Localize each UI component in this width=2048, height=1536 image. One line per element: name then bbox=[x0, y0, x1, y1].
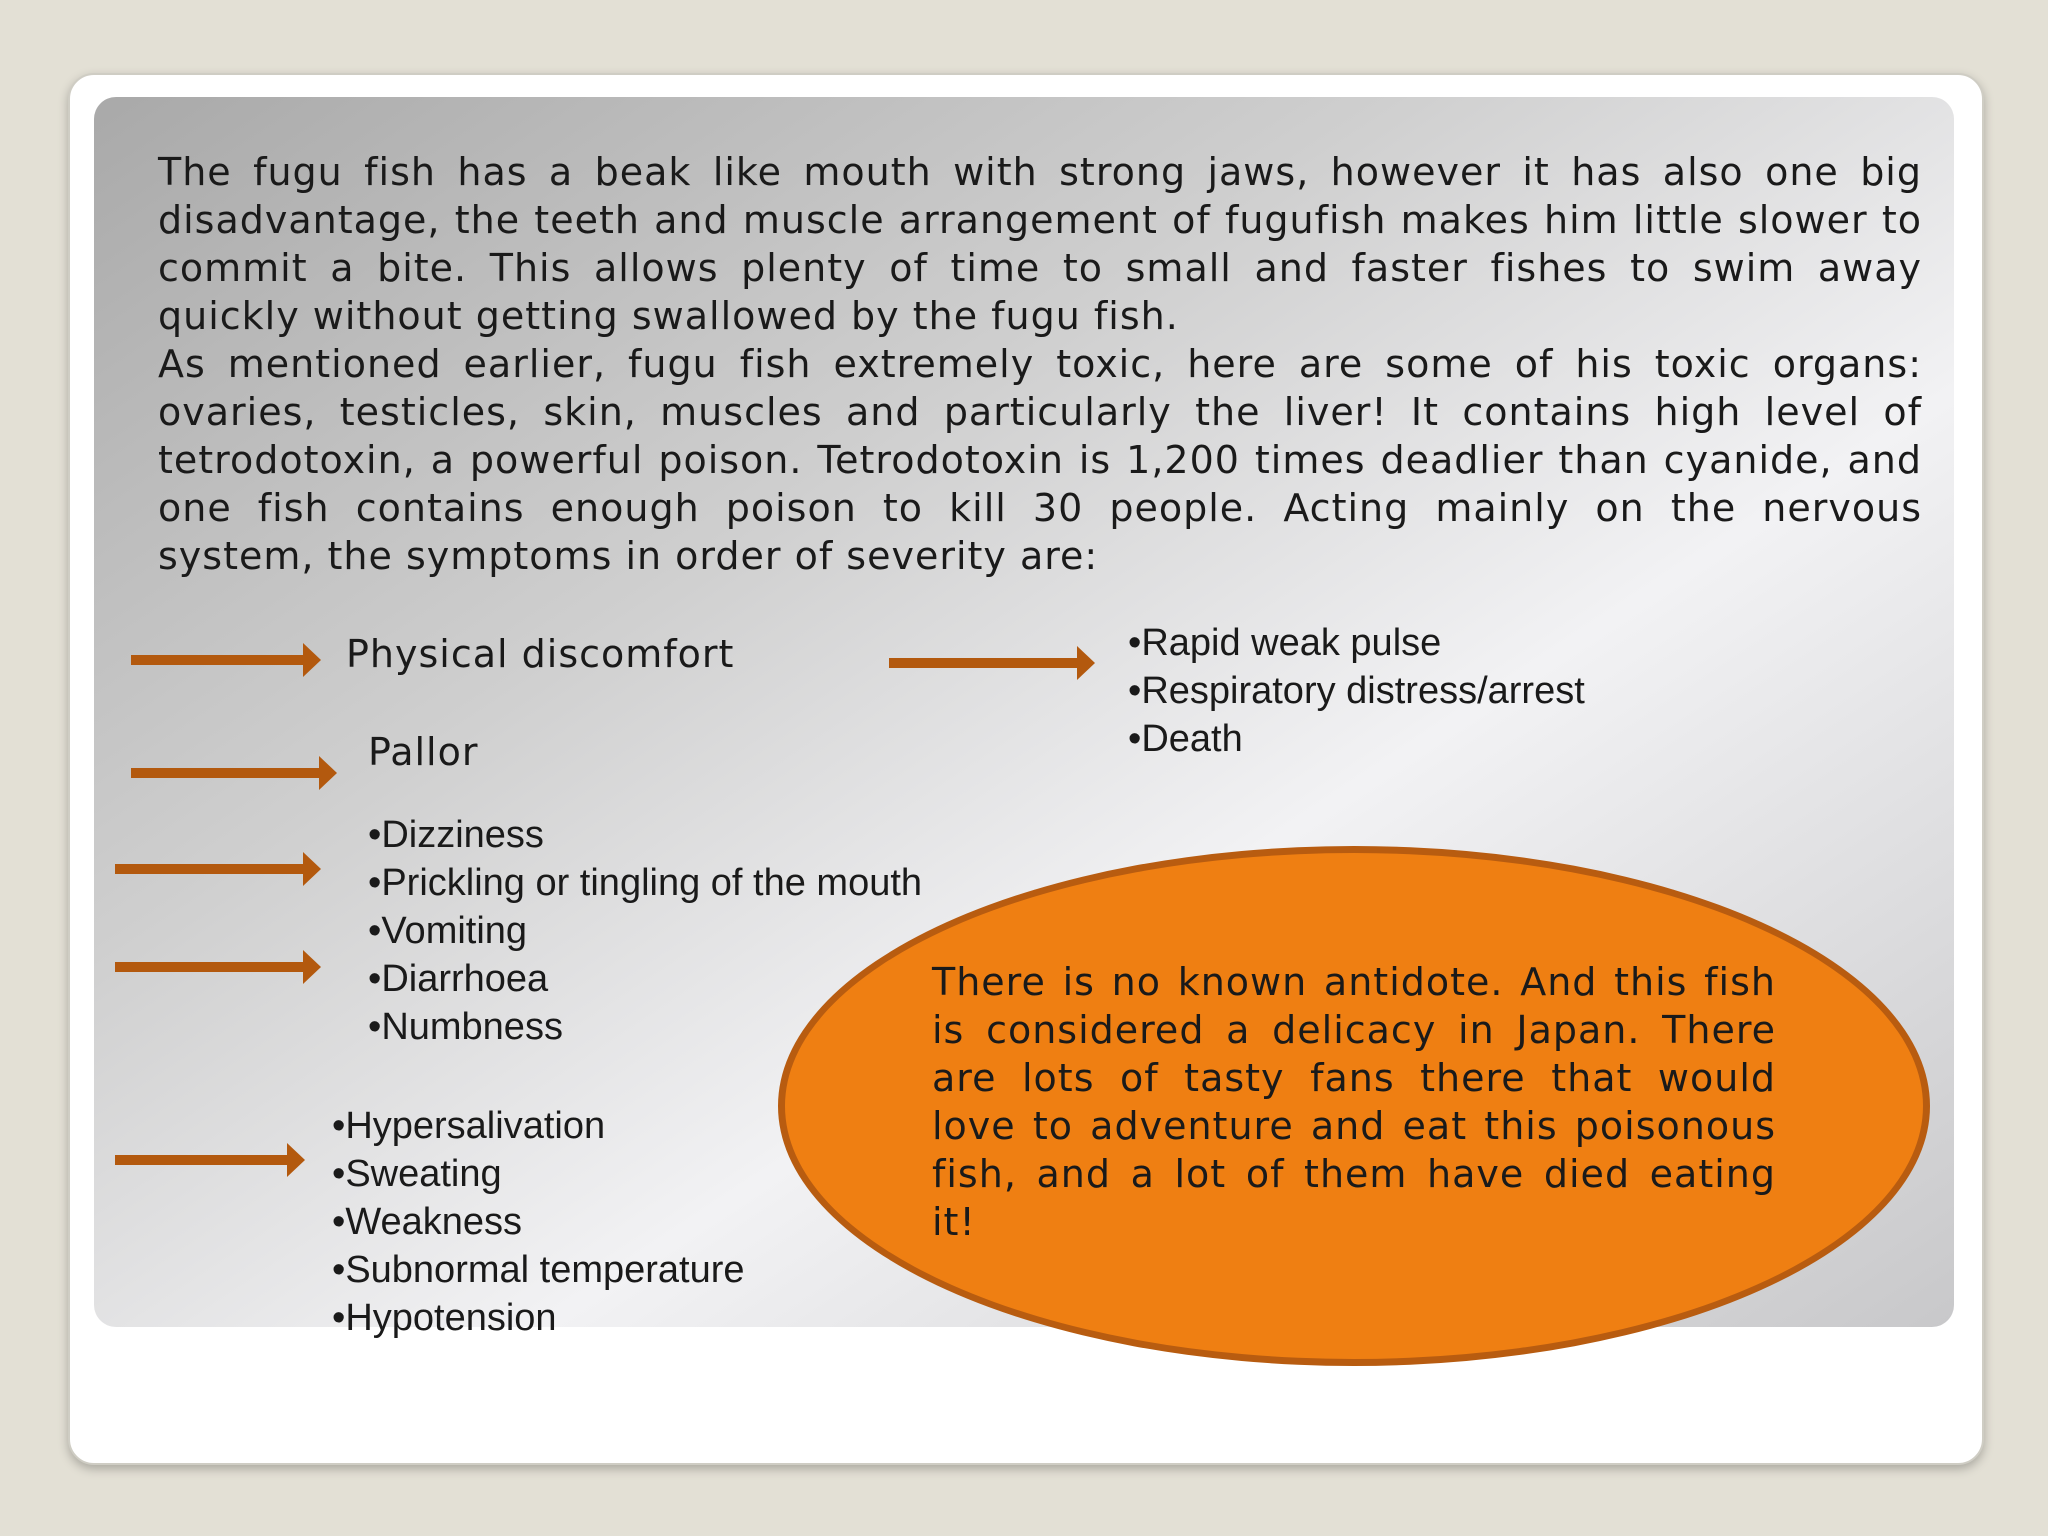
list-item: • Rapid weak pulse bbox=[1128, 619, 1585, 667]
arrow-icon bbox=[115, 1143, 305, 1177]
symptom-list-5 bbox=[1128, 619, 1585, 763]
list-item: • Diarrhoea bbox=[368, 955, 922, 1003]
list-item: • Subnormal temperature bbox=[332, 1246, 745, 1294]
arrow-icon bbox=[115, 950, 321, 984]
intro-paragraph-2: As mentioned earlier, fugu fish extremely toxic, here are some of his toxic organs: ovaries, testicles, skin, muscles and particularly the liver! It contains high level of tetrodotoxin, a powerful poison. Tetrodotoxin is 1,200 times deadlier than cyanide, and one fish contains enough poison to kill 30 people. Acting mainly on the nervous system, the symptoms in order of severity are: bbox=[158, 342, 1922, 578]
list-item: • Death bbox=[1128, 715, 1585, 763]
symptom-list-4 bbox=[332, 1102, 745, 1342]
intro-paragraph-1: The fugu fish has a beak like mouth with strong jaws, however it has also one big disadvantage, the teeth and muscle arrangement of fugufish makes him little slower to commit a bite. This allows plenty of time to small and faster fishes to swim away quickly without getting swallowed by the fugu fish. bbox=[158, 150, 1922, 338]
list-item: • Numbness bbox=[368, 1003, 922, 1051]
list-item: • Sweating bbox=[332, 1150, 745, 1198]
arrow-icon bbox=[131, 756, 337, 790]
stage-pallor: Pallor bbox=[368, 730, 479, 774]
list-item: • Prickling or tingling of the mouth bbox=[368, 859, 922, 907]
list-item: • Vomiting bbox=[368, 907, 922, 955]
arrow-icon bbox=[115, 852, 321, 886]
callout-text: There is no known antidote. And this fish is considered a delicacy in Japan. There are lots of tasty fans there that would love to adventure and eat this poisonous fish, and a lot of them have died eating it! bbox=[932, 960, 1776, 1244]
stage-physical-discomfort: Physical discomfort bbox=[346, 632, 735, 676]
arrow-icon bbox=[889, 646, 1095, 680]
list-item: • Respiratory distress/arrest bbox=[1128, 667, 1585, 715]
arrow-icon bbox=[131, 643, 321, 677]
list-item: • Hypotension bbox=[332, 1294, 745, 1342]
list-item: • Dizziness bbox=[368, 811, 922, 859]
intro-text bbox=[158, 148, 1922, 580]
list-item: • Weakness bbox=[332, 1198, 745, 1246]
list-item: • Hypersalivation bbox=[332, 1102, 745, 1150]
